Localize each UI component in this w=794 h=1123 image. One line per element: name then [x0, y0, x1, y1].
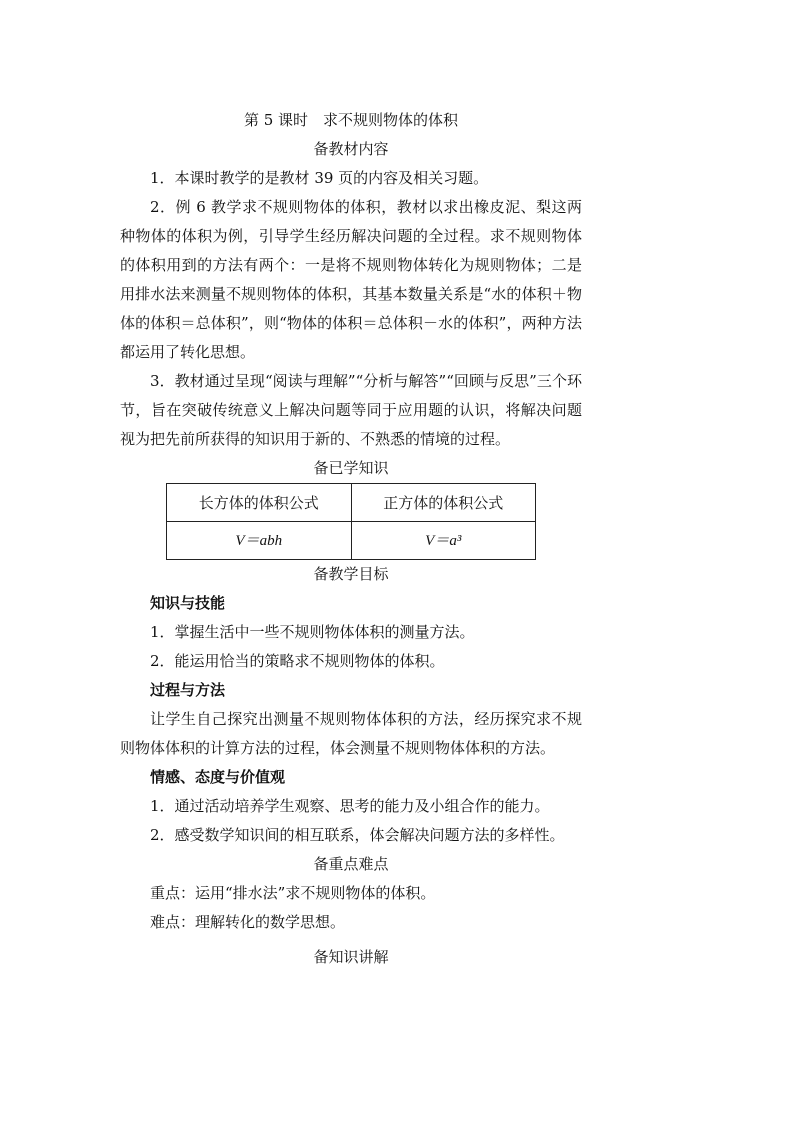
document-content [120, 106, 582, 972]
content-item-1: 1．本课时教学的是教材 39 页的内容及相关习题。 [150, 169, 489, 187]
table-header-row [167, 484, 536, 522]
lesson-title: 第 5 课时 求不规则物体的体积 [243, 111, 459, 129]
table-header-cube: 正方体的体积公式 [351, 484, 536, 522]
section-heading-key: 备重点难点 [313, 855, 389, 873]
goal-process-text: 让学生自己探究出测量不规则物体体积的方法，经历探究求不规则物体体积的计算方法的过程，体会测量不规则物体体积的方法。 [120, 710, 582, 757]
goal-knowledge-item-2: 2．能运用恰当的策略求不规则物体的体积。 [150, 652, 445, 670]
goal-knowledge-title: 知识与技能 [150, 594, 226, 612]
content-item-2: 2．例 6 教学求不规则物体的体积，教材以求出橡皮泥、梨这两种物体的体积为例，引导学生经历解决问题的全过程。求不规则物体的体积用到的方法有两个：一是将不规则物体转化为规则物体；二是用排水法来测量不规则物体的体积，其基本数量关系是“水的体积＋物体的体积＝总体积”，则“物体的体积＝总体积－水的体积”，两种方法都运用了转化思想。 [120, 198, 582, 361]
formula-table [166, 483, 536, 560]
goal-attitude-title: 情感、态度与价值观 [150, 768, 286, 786]
section-heading-explain: 备知识讲解 [313, 948, 389, 966]
goal-process-title: 过程与方法 [150, 681, 226, 699]
table-formula-row [167, 522, 536, 560]
goal-knowledge-item-1: 1．掌握生活中一些不规则物体体积的测量方法。 [150, 623, 475, 641]
section-heading-goals: 备教学目标 [313, 565, 389, 583]
cube-formula: V＝a³ [351, 522, 536, 560]
goal-attitude-item-1: 1．通过活动培养学生观察、思考的能力及小组合作的能力。 [150, 797, 550, 815]
section-heading-prior: 备已学知识 [313, 459, 389, 477]
cuboid-formula: V＝abh [167, 522, 352, 560]
goal-attitude-item-2: 2．感受数学知识间的相互联系，体会解决问题方法的多样性。 [150, 826, 565, 844]
section-heading-content: 备教材内容 [313, 140, 389, 158]
table-header-cuboid: 长方体的体积公式 [167, 484, 352, 522]
content-item-3: 3．教材通过呈现“阅读与理解”“分析与解答”“回顾与反思”三个环节，旨在突破传统意义上解决问题等同于应用题的认识，将解决问题视为把先前所获得的知识用于新的、不熟悉的情境的过程。 [120, 372, 582, 448]
key-point-difficult: 难点：理解转化的数学思想。 [150, 913, 346, 931]
key-point-important: 重点：运用“排水法”求不规则物体的体积。 [150, 884, 436, 902]
